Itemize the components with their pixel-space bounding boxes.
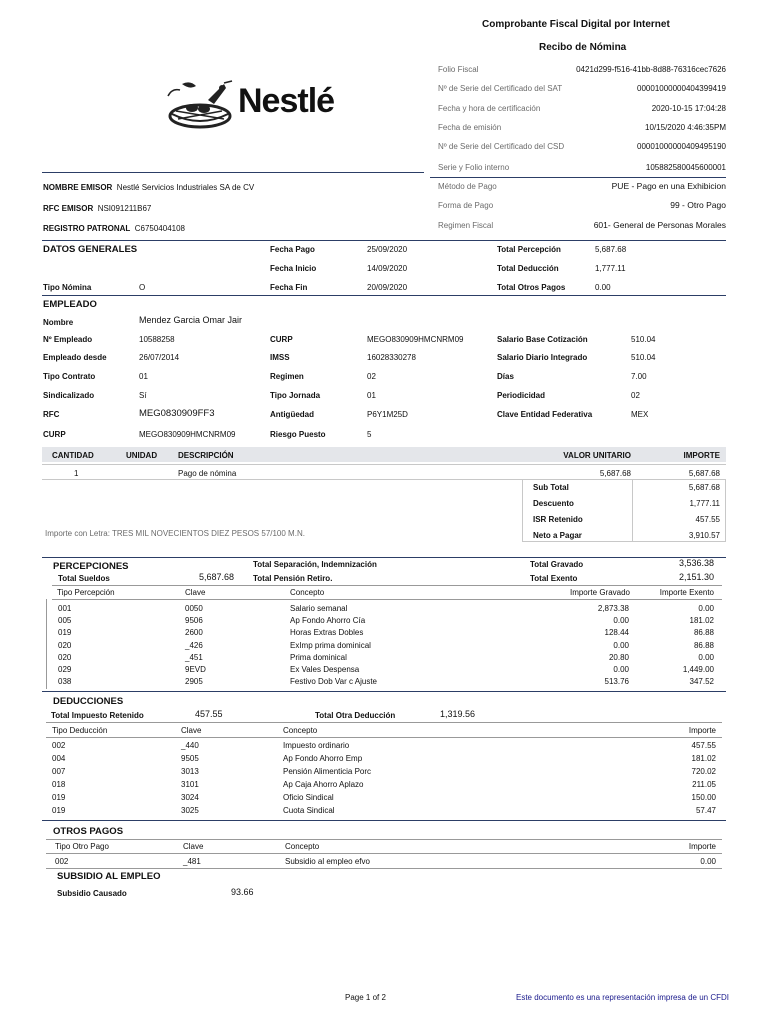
concepto-importe: 5,687.68 <box>688 469 720 478</box>
importe-con-letra: Importe con Letra: TRES MIL NOVECIENTOS DIEZ PESOS 57/100 M.N. <box>45 529 305 538</box>
conceptos-header-valor: VALOR UNITARIO <box>563 451 631 460</box>
empleado-heading: EMPLEADO <box>43 299 97 310</box>
dias-value: 7.00 <box>631 372 647 381</box>
num-empleado-label: Nº Empleado <box>43 335 93 344</box>
deduccion-concepto: Ap Caja Ahorro Aplazo <box>283 780 364 789</box>
percepcion-exento: 86.88 <box>693 628 714 638</box>
num-empleado-value: 10588258 <box>139 335 175 344</box>
percepcion-concepto: Prima dominical <box>290 652 347 662</box>
datos-generales-heading: DATOS GENERALES <box>43 244 138 255</box>
tipo-nomina-value: O <box>139 283 146 292</box>
deduccion-tipo: 007 <box>52 767 66 776</box>
deducciones-bottom-rule <box>42 820 726 821</box>
logo-wordmark: Nestlé <box>238 82 335 120</box>
document-title: Comprobante Fiscal Digital por Internet <box>482 19 670 30</box>
rfc-value: MEG0830909FF3 <box>139 408 215 419</box>
curp2-value: MEGO830909HMCNRM09 <box>367 335 464 344</box>
percepcion-concepto: Ap Fondo Ahorro Cía <box>290 616 366 626</box>
empleado-nombre-value: Mendez Garcia Omar Jair <box>139 315 243 325</box>
percepcion-clave: 2600 <box>185 628 203 638</box>
conceptos-header-importe: IMPORTE <box>683 451 720 460</box>
sindicalizado-value: Sí <box>139 391 147 400</box>
percepcion-tipo: 005 <box>58 616 72 626</box>
total-label: Sub Total <box>533 483 569 492</box>
deduccion-importe: 150.00 <box>691 793 716 802</box>
empleado-desde-label: Empleado desde <box>43 353 107 362</box>
fecha-pago-label: Fecha Pago <box>270 245 315 254</box>
header-field-value: 0421d299-f516-41bb-8d88-76316cec7626 <box>576 65 726 74</box>
entidad-value: MEX <box>631 410 649 419</box>
percepcion-tipo: 038 <box>58 677 72 687</box>
header-field-label: Fecha y hora de certificación <box>438 104 541 113</box>
header-divider-right <box>430 177 726 178</box>
percepcion-tipo: 020 <box>58 652 72 662</box>
deducciones-rows-rule <box>46 737 722 738</box>
subsidio-causado-label: Subsidio Causado <box>57 889 127 898</box>
imss-label: IMSS <box>270 353 290 362</box>
curp-value: MEGO830909HMCNRM09 <box>139 430 236 439</box>
emisor-registro-value: C6750404108 <box>134 224 185 233</box>
emisor-rfc-value: NSI091211B67 <box>97 204 152 213</box>
emisor-nombre-label: NOMBRE EMISOR <box>43 183 113 192</box>
emisor-rfc <box>43 204 151 213</box>
logo-divider <box>42 172 424 173</box>
fecha-inicio-value: 14/09/2020 <box>367 264 408 273</box>
total-pension-label: Total Pensión Retiro. <box>253 574 333 583</box>
total-deduccion-value: 1,777.11 <box>595 264 626 273</box>
header-field-value: 10/15/2020 4:46:35PM <box>645 123 726 132</box>
percepcion-clave: 9EVD <box>185 665 206 674</box>
nestle-logo <box>162 78 242 130</box>
header-field-label: Método de Pago <box>438 182 497 191</box>
percepcion-concepto: ExImp prima dominical <box>290 640 371 650</box>
total-label: Descuento <box>533 499 574 508</box>
tipo-contrato-label: Tipo Contrato <box>43 372 96 381</box>
percepcion-gravado: 513.76 <box>604 677 629 687</box>
empleado-desde-value: 26/07/2014 <box>139 353 180 362</box>
header-field-value: 99 - Otro Pago <box>670 200 726 210</box>
total-value: 5,687.68 <box>688 483 720 492</box>
total-deduccion-label: Total Deducción <box>497 264 559 273</box>
percepciones-heading: PERCEPCIONES <box>53 561 129 572</box>
fecha-inicio-label: Fecha Inicio <box>270 264 317 273</box>
deduccion-tipo: 002 <box>52 741 66 750</box>
header-field-label: Fecha de emisión <box>438 123 502 132</box>
deduccion-tipo: 018 <box>52 780 66 789</box>
header-field-label: Forma de Pago <box>438 201 494 210</box>
fecha-pago-value: 25/09/2020 <box>367 245 408 254</box>
deducciones-header-clave: Clave <box>181 726 202 735</box>
conceptos-header-unidad: UNIDAD <box>126 451 158 460</box>
otros-pagos-bottom-rule <box>46 868 722 869</box>
total-value: 1,777.11 <box>689 499 720 508</box>
conceptos-row-rule <box>42 464 726 465</box>
entidad-label: Clave Entidad Federativa <box>497 410 593 419</box>
sindicalizado-label: Sindicalizado <box>43 391 95 400</box>
percepcion-exento: 86.88 <box>693 640 714 650</box>
deduccion-clave: 3013 <box>181 767 199 776</box>
deduccion-clave: _440 <box>181 741 199 750</box>
deducciones-header-tipo: Tipo Deducción <box>52 726 108 735</box>
concepto-descripcion: Pago de nómina <box>178 469 237 478</box>
total-label: ISR Retenido <box>533 515 583 524</box>
percepcion-concepto: Horas Extras Dobles <box>290 628 364 638</box>
otros-pago-concepto: Subsidio al empleo efvo <box>285 857 370 866</box>
percepcion-clave: _426 <box>185 640 203 650</box>
header-field-value: PUE - Pago en una Exhibicion <box>611 181 726 191</box>
percepcion-clave: 2905 <box>185 677 203 687</box>
total-gravado-label: Total Gravado <box>530 560 584 569</box>
deduccion-importe: 57.47 <box>695 806 716 815</box>
otros-pagos-header-clave: Clave <box>183 842 204 851</box>
total-percepcion-label: Total Percepción <box>497 245 561 254</box>
otros-pagos-header-tipo: Tipo Otro Pago <box>55 842 109 851</box>
total-sueldos-label: Total Sueldos <box>58 574 110 583</box>
total-isr-label: Total Impuesto Retenido <box>51 711 144 720</box>
deduccion-concepto: Impuesto ordinario <box>283 741 350 750</box>
percepciones-rows-rule <box>52 599 722 600</box>
header-field-label: Folio Fiscal <box>438 65 479 74</box>
imss-value: 16028330278 <box>367 353 416 362</box>
deduccion-concepto: Ap Fondo Ahorro Emp <box>283 754 363 763</box>
percepcion-tipo: 029 <box>58 665 72 674</box>
curp2-label: CURP <box>270 335 293 344</box>
percepcion-tipo: 020 <box>58 640 72 650</box>
regimen-label: Regimen <box>270 372 304 381</box>
fecha-fin-value: 20/09/2020 <box>367 283 408 292</box>
deduccion-tipo: 004 <box>52 754 66 763</box>
otros-pago-clave: _481 <box>183 857 201 866</box>
periodicidad-value: 02 <box>631 391 640 400</box>
deduccion-importe: 211.05 <box>692 780 716 789</box>
deduccion-clave: 3025 <box>181 806 199 815</box>
emisor-nombre <box>43 183 254 192</box>
deduccion-tipo: 019 <box>52 793 66 802</box>
totals-divider <box>632 479 633 542</box>
deduccion-clave: 9505 <box>181 754 199 763</box>
percepcion-exento: 0.00 <box>698 652 714 662</box>
datos-top-rule <box>42 240 726 241</box>
total-separacion-label: Total Separación, Indemnización <box>253 560 377 569</box>
header-field-value: 2020-10-15 17:04:28 <box>651 104 726 113</box>
percepcion-exento: 0.00 <box>698 604 714 613</box>
deduccion-concepto: Cuota Sindical <box>283 806 335 815</box>
header-field-label: Serie y Folio interno <box>438 163 510 172</box>
tipo-nomina-label: Tipo Nómina <box>43 283 92 292</box>
total-percepcion-value: 5,687.68 <box>595 245 627 254</box>
deducciones-header-rule <box>46 722 722 723</box>
total-value: 3,910.57 <box>688 531 720 540</box>
otros-pagos-rows-rule <box>46 853 722 854</box>
antiguedad-value: P6Y1M25D <box>367 410 408 419</box>
header-field-label: Nº de Serie del Certificado del CSD <box>438 142 565 151</box>
deduccion-clave: 3024 <box>181 793 199 802</box>
conceptos-header-cantidad: CANTIDAD <box>52 451 94 460</box>
sbc-label: Salario Base Cotización <box>497 335 588 344</box>
conceptos-header-descripcion: DESCRIPCIÓN <box>178 451 234 460</box>
percepciones-header-gravado: Importe Gravado <box>569 588 630 597</box>
percepcion-clave: 0050 <box>185 604 203 613</box>
percepcion-tipo: 019 <box>58 628 72 638</box>
total-exento-value: 2,151.30 <box>678 572 714 582</box>
otros-pago-tipo: 002 <box>55 857 69 866</box>
otros-pagos-heading: OTROS PAGOS <box>53 826 124 837</box>
percepciones-header-rule <box>52 585 722 586</box>
tipo-contrato-value: 01 <box>139 372 148 381</box>
percepcion-exento: 181.02 <box>689 616 714 626</box>
percepcion-clave: _451 <box>185 652 203 662</box>
percepcion-gravado: 0.00 <box>613 640 629 650</box>
total-exento-label: Total Exento <box>530 574 578 583</box>
percepciones-header-concepto: Concepto <box>290 588 325 597</box>
total-value: 457.55 <box>695 515 720 524</box>
fecha-fin-label: Fecha Fin <box>270 283 308 292</box>
percepcion-clave: 9506 <box>185 616 203 626</box>
otros-pago-importe: 0.00 <box>700 857 716 866</box>
otros-pagos-header-concepto: Concepto <box>285 842 320 851</box>
deducciones-header-concepto: Concepto <box>283 726 318 735</box>
antiguedad-label: Antigüedad <box>270 410 314 419</box>
header-field-value: 00001000000409495190 <box>637 142 726 151</box>
percepciones-header-exento: Importe Exento <box>659 588 714 597</box>
deduccion-importe: 720.02 <box>691 767 716 776</box>
header-field-value: 00001000000404399419 <box>637 84 726 93</box>
header-field-value: 601- General de Personas Morales <box>593 220 726 230</box>
page-number: Page 1 of 2 <box>345 993 386 1002</box>
riesgo-puesto-value: 5 <box>367 430 372 439</box>
deduccion-concepto: Pensión Alimenticia Porc <box>283 767 372 776</box>
tipo-jornada-value: 01 <box>367 391 376 400</box>
total-otros-value: 0.00 <box>595 283 611 292</box>
percepcion-gravado: 20.80 <box>608 652 629 662</box>
deducciones-heading: DEDUCCIONES <box>53 696 124 707</box>
deducciones-header-importe: Importe <box>688 726 716 735</box>
otros-pagos-header-importe: Importe <box>688 842 716 851</box>
riesgo-puesto-label: Riesgo Puesto <box>270 430 326 439</box>
regimen-value: 02 <box>367 372 376 381</box>
percepcion-concepto: Salario semanal <box>290 604 348 613</box>
tipo-jornada-label: Tipo Jornada <box>270 391 321 400</box>
percepcion-concepto: Ex Vales Despensa <box>290 665 360 674</box>
header-field-label: Nº de Serie del Certificado del SAT <box>438 84 563 93</box>
deduccion-importe: 181.02 <box>691 754 716 763</box>
dias-label: Días <box>497 372 514 381</box>
deduccion-concepto: Oficio Sindical <box>283 793 334 802</box>
empleado-nombre-label: Nombre <box>43 318 74 327</box>
periodicidad-label: Periodicidad <box>497 391 546 400</box>
emisor-rfc-label: RFC EMISOR <box>43 204 94 213</box>
percepcion-concepto: Festivo Dob Var c Ajuste <box>290 677 377 687</box>
deduccion-tipo: 019 <box>52 806 66 815</box>
total-otra-label: Total Otra Deducción <box>315 711 396 720</box>
sdi-value: 510.04 <box>631 353 656 362</box>
concepto-valor: 5,687.68 <box>599 469 631 478</box>
emisor-registro-label: REGISTRO PATRONAL <box>43 224 131 233</box>
percepciones-top-rule <box>42 557 726 558</box>
deduccion-importe: 457.55 <box>691 741 716 750</box>
percepcion-exento: 347.52 <box>689 677 714 687</box>
subsidio-heading: SUBSIDIO AL EMPLEO <box>57 871 161 882</box>
deduccion-clave: 3101 <box>181 780 199 789</box>
total-otra-value: 1,319.56 <box>440 709 476 719</box>
total-gravado-value: 3,536.38 <box>678 558 714 568</box>
percepciones-header-clave: Clave <box>185 588 206 597</box>
nest-birds-icon <box>162 78 238 130</box>
percepcion-tipo: 001 <box>58 604 72 613</box>
cfdi-note: Este documento es una representación impresa de un CFDI <box>516 993 730 1002</box>
concepto-cantidad: 1 <box>74 469 79 478</box>
percepcion-gravado: 0.00 <box>613 665 629 674</box>
total-sueldos-value: 5,687.68 <box>199 572 235 582</box>
document-subtitle: Recibo de Nómina <box>539 42 627 53</box>
otros-pagos-top-rule <box>46 839 722 840</box>
percepciones-header-tipo: Tipo Percepción <box>57 588 115 597</box>
total-label: Neto a Pagar <box>533 531 582 540</box>
percepciones-left-bar <box>46 599 47 689</box>
total-otros-label: Total Otros Pagos <box>497 283 566 292</box>
emisor-nombre-value: Nestlé Servicios Industriales SA de CV <box>116 183 255 192</box>
sbc-value: 510.04 <box>631 335 656 344</box>
total-isr-value: 457.55 <box>195 709 223 719</box>
sdi-label: Salario Diario Integrado <box>497 353 588 362</box>
rfc-label: RFC <box>43 410 60 419</box>
percepcion-gravado: 0.00 <box>613 616 629 626</box>
percepcion-gravado: 128.44 <box>604 628 629 638</box>
percepcion-gravado: 2,873.38 <box>597 604 629 613</box>
percepcion-exento: 1,449.00 <box>682 665 714 674</box>
empleado-top-rule <box>42 295 726 296</box>
percepciones-bottom-rule <box>42 691 726 692</box>
curp-label: CURP <box>43 430 66 439</box>
emisor-registro <box>43 224 185 233</box>
subsidio-causado-value: 93.66 <box>231 887 254 897</box>
header-field-label: Regimen Fiscal <box>438 221 494 230</box>
header-field-value: 105882580045600001 <box>645 163 726 172</box>
